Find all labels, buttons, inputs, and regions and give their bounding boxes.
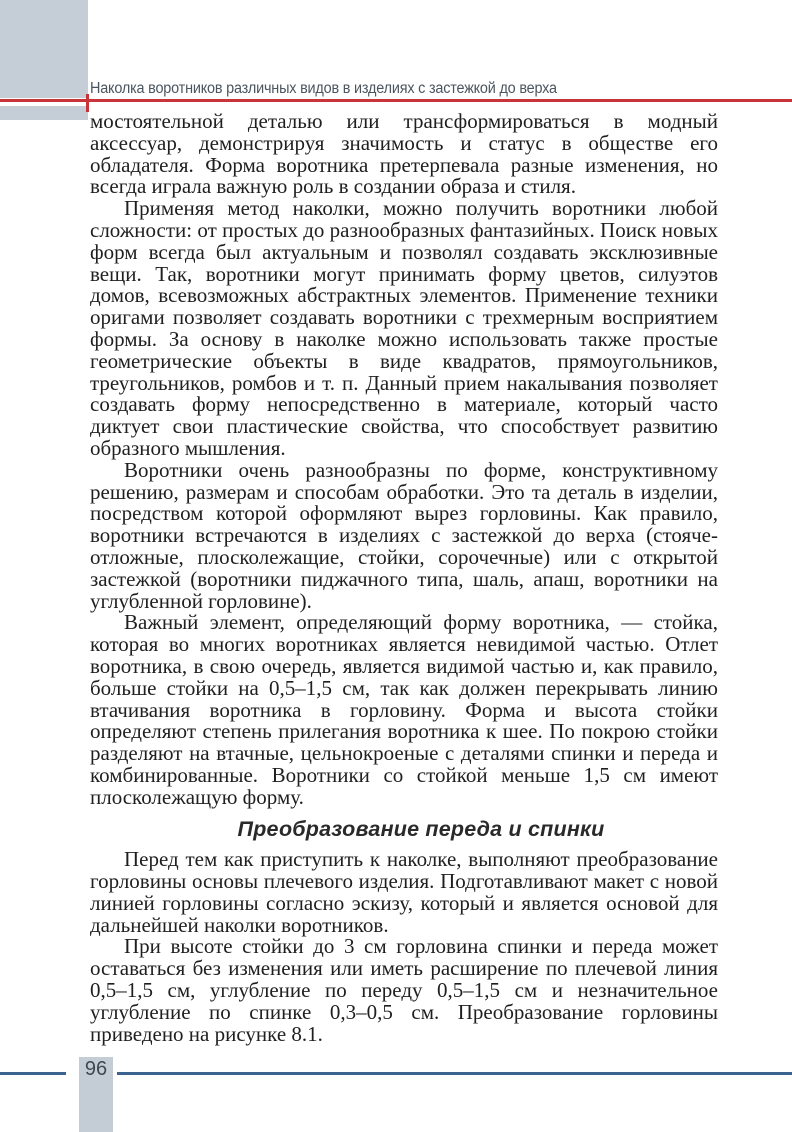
corner-decoration-block <box>0 0 88 98</box>
footer-rule-right <box>117 1072 792 1075</box>
footer-rule-left <box>0 1072 66 1075</box>
body-text-column <box>90 111 718 1045</box>
paragraph: Применяя метод наколки, можно получить воротники любой сложности: от простых до разнообразных фантазийных. Поиск новых форм всегда был актуальным и позволял создавать эксклюзивные вещи. Так, воротники могут принимать форму цветов, силуэтов домов, всевозможных абстрактных элементов. Применение техники оригами позволяет создавать воротники с трехмерным восприятием формы. За основу в наколке можно использовать также простые геометрические объекты в виде квадратов, прямоугольников, треугольников, ромбов и т. п. Данный прием накалывания позволяет создавать форму непосредственно в материале, который часто диктует свои пластические свойства, что способствует развитию образного мышления. <box>90 196 718 460</box>
section-heading: Преобразование переда и спинки <box>237 816 605 841</box>
header-rule <box>0 99 792 102</box>
running-header-text: Наколка воротников различных видов в изделиях с застежкой до верха <box>90 80 557 97</box>
paragraph: Воротники очень разнообразны по форме, конструктивному решению, размерам и способам обработки. Это та деталь в изделии, посредством которой оформляют вырез горловины. Как правило, воротники встречаются в изделиях с застежкой до верха (стояче-отложные, плосколежащие, стойки, сорочечные) или с открытой застежкой (воротники пиджачного типа, шаль, апаш, воротники на углубленной горловине). <box>90 457 718 613</box>
running-header <box>90 80 730 98</box>
corner-decoration-strip <box>0 106 88 120</box>
page-number: 96 <box>84 1058 108 1080</box>
paragraph: мостоятельной деталью или трансформироваться в модный аксессуар, демонстрируя значимость и статус в обществе его обладателя. Форма воротника претерпевала разные изменения, но всегда играла важную роль в создании образа и стиля. <box>90 109 718 199</box>
paragraph: Важный элемент, определяющий форму воротника, — стойка, которая во многих воротниках является невидимой частью. Отлет воротника, в свою очередь, является видимой частью и, как правило, больше стойки на 0,5–1,5 см, так как должен перекрывать линию втачивания воротника в горловину. Форма и высота стойки определяют степень прилегания воротника к шее. По покрою стойки разделяют на втачные, цельнокроеные с деталями спинки и переда и комбинированные. Воротники со стойкой меньше 1,5 см имеют плосколежащую форму. <box>90 610 718 809</box>
header-rule-tick <box>86 94 89 112</box>
page-number-box <box>79 1057 113 1132</box>
paragraph: Перед тем как приступить к наколке, выполняют преобразование горловины основы плечевого изделия. Подготавливают макет с новой линией горловины согласно эскизу, который и является основой для дальнейшей наколки воротников. <box>90 847 718 937</box>
paragraph: При высоте стойки до 3 см горловина спинки и переда может оставаться без изменения или иметь расширение по плечевой линия 0,5–1,5 см, углубление по переду 0,5–1,5 см и незначительное углубление по спинке 0,3–0,5 см. Преобразование горловины приведено на рисунке 8.1. <box>90 934 718 1046</box>
